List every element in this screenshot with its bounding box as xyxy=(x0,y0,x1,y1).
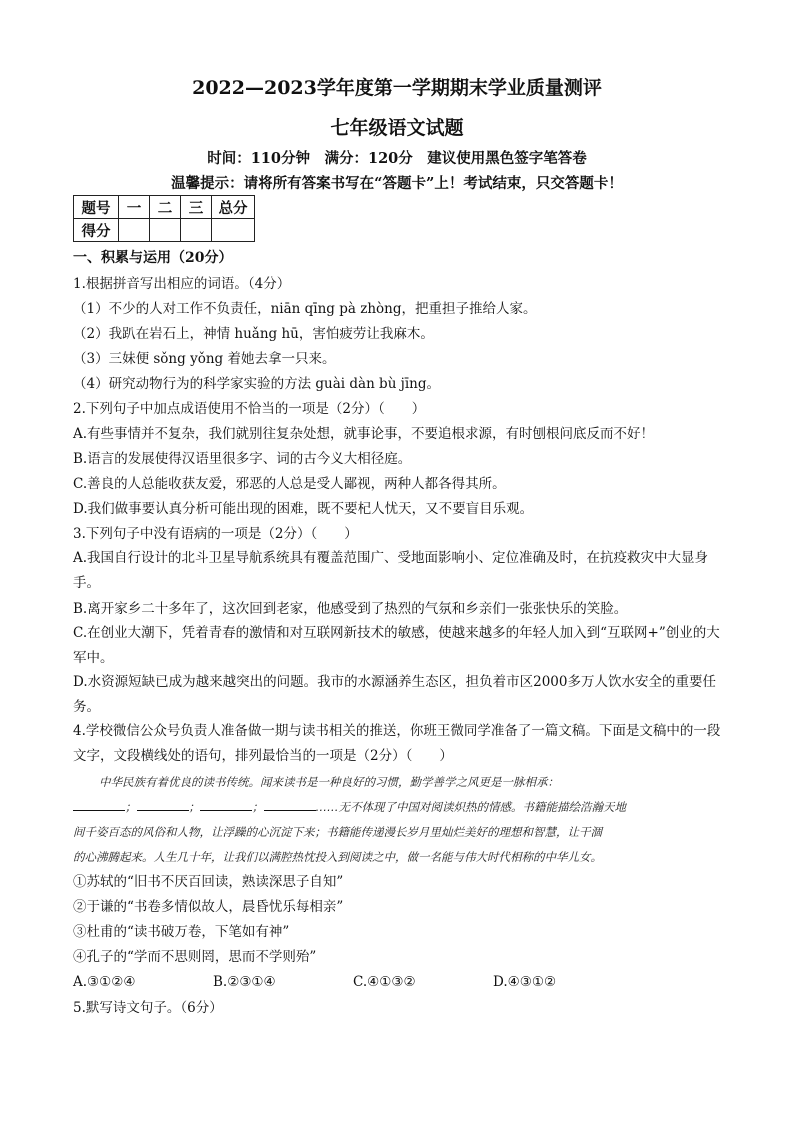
answer-blank[interactable] xyxy=(73,798,125,811)
q4-stem: 4.学校微信公众号负责人准备做一期与读书相关的推送，你班王微同学准备了一篇文稿。下面是文稿中的一段文字，文段横线处的语句，排列最恰当的一项是（2分）（ ） xyxy=(73,723,721,764)
blank-separator: ； xyxy=(125,800,137,814)
score-table xyxy=(73,195,255,242)
exam-info: 时间：110分钟 满分：120分 建议使用黑色签字笔答卷 xyxy=(207,150,587,167)
score-cell xyxy=(181,219,212,242)
q3-option: C.在创业大潮下，凭着青春的激情和对互联网新技术的敏感，使越来越多的年轻人加入到“互联网+”创业的大军中。 xyxy=(73,625,720,666)
q1-item: （4）研究动物行为的科学家实验的方法 guài dàn bù jīng。 xyxy=(73,376,441,392)
q3-stem: 3.下列句子中没有语病的一项是（2分）（ ） xyxy=(73,526,358,542)
passage-line-with-blanks xyxy=(73,795,721,820)
answer-blank[interactable] xyxy=(264,798,316,811)
passage-line: 间千姿百态的风俗和人物，让浮躁的心沉淀下来；书籍能传递漫长岁月里灿烂美好的理想和智慧，让干涸 xyxy=(73,825,602,839)
score-cell xyxy=(150,219,181,242)
exam-subtitle: 七年级语文试题 xyxy=(330,117,464,139)
q2-stem: 2.下列句子中加点成语使用不恰当的一项是（2分）（ ） xyxy=(73,401,426,417)
q1-item: （1）不少的人对工作不负责任，niān qīng pà zhòng，把重担子推给人家。 xyxy=(73,301,537,317)
q4-quote: ③杜甫的“读书破万卷，下笔如有神” xyxy=(73,924,290,940)
score-cell xyxy=(212,219,255,242)
q4-option-b[interactable]: B.②③①④ xyxy=(213,974,276,990)
score-cell: 得分 xyxy=(74,219,119,242)
q3-option: D.水资源短缺已成为越来越突出的问题。我市的水源涵养生态区，担负着市区2000多万人饮水安全的重要任务。 xyxy=(73,674,716,715)
blank-separator: ； xyxy=(188,800,200,814)
q3-option: B.离开家乡二十多年了，这次回到老家，他感受到了热烈的气氛和乡亲们一张张快乐的笑脸。 xyxy=(73,601,628,617)
q1-item: （3）三妹便 sǒng yǒng 着她去拿一只来。 xyxy=(73,351,336,367)
answer-blank[interactable] xyxy=(200,798,252,811)
q2-option: B.语言的发展使得汉语里很多字、词的古今义大相径庭。 xyxy=(73,451,412,467)
q4-quote: ①苏轼的“旧书不厌百回读，熟读深思子自知” xyxy=(73,874,344,890)
q4-option-a[interactable]: A.③①②④ xyxy=(73,974,136,990)
section-heading: 一、积累与运用（20分） xyxy=(73,250,233,266)
q4-option-d[interactable]: D.④③①② xyxy=(493,974,557,990)
q1-stem: 1.根据拼音写出相应的词语。（4分） xyxy=(73,276,291,292)
passage-line: 中华民族有着优良的读书传统。闻来读书是一种良好的习惯，勤学善学之风更是一脉相承： xyxy=(99,775,559,789)
answer-blank[interactable] xyxy=(137,798,189,811)
q5-stem: 5.默写诗文句子。（6分） xyxy=(73,1000,223,1016)
score-table-score-row xyxy=(74,219,255,242)
q4-quote: ④孔子的“学而不思则罔，思而不学则殆” xyxy=(73,949,317,965)
q4-option-c[interactable]: C.④①③② xyxy=(353,974,416,990)
passage-line: 的心沸腾起来。人生几十年，让我们以满腔热忱投入到阅读之中，做一名能与伟大时代相称的中华儿女。 xyxy=(73,850,602,864)
exam-title: 2022—2023学年度第一学期期末学业质量测评 xyxy=(192,77,602,99)
blank-separator: ； xyxy=(252,800,264,814)
q2-option: C.善良的人总能收获友爱，邪恶的人总是受人鄙视，两种人都各得其所。 xyxy=(73,476,506,492)
q4-passage xyxy=(73,770,721,870)
score-cell: 总分 xyxy=(212,196,255,219)
score-cell: 题号 xyxy=(74,196,119,219)
score-cell xyxy=(119,219,150,242)
q4-quote: ②于谦的“书卷多情似故人，晨昏忧乐每相亲” xyxy=(73,899,344,915)
score-cell: 一 xyxy=(119,196,150,219)
score-cell: 二 xyxy=(150,196,181,219)
q3-option: A.我国自行设计的北斗卫星导航系统具有覆盖范围广、受地面影响小、定位准确及时，在抗疫救灾中大显身手。 xyxy=(73,550,709,591)
score-table-header-row xyxy=(74,196,255,219)
score-cell: 三 xyxy=(181,196,212,219)
q1-item: （2）我趴在岩石上，神情 huǎng hū，害怕疲劳让我麻木。 xyxy=(73,326,434,342)
passage-text: ……无不体现了中国对阅读炽热的情感。书籍能描绘浩瀚天地 xyxy=(315,800,626,814)
q2-option: D.我们做事要认真分析可能出现的困难，既不要杞人忧天，又不要盲目乐观。 xyxy=(73,501,534,517)
q2-option: A.有些事情并不复杂，我们就别往复杂处想，就事论事，不要追根求源，有时刨根问底反而不好！ xyxy=(73,426,655,442)
exam-notice: 温馨提示：请将所有答案书写在“答题卡”上！考试结束，只交答题卡！ xyxy=(171,175,623,192)
